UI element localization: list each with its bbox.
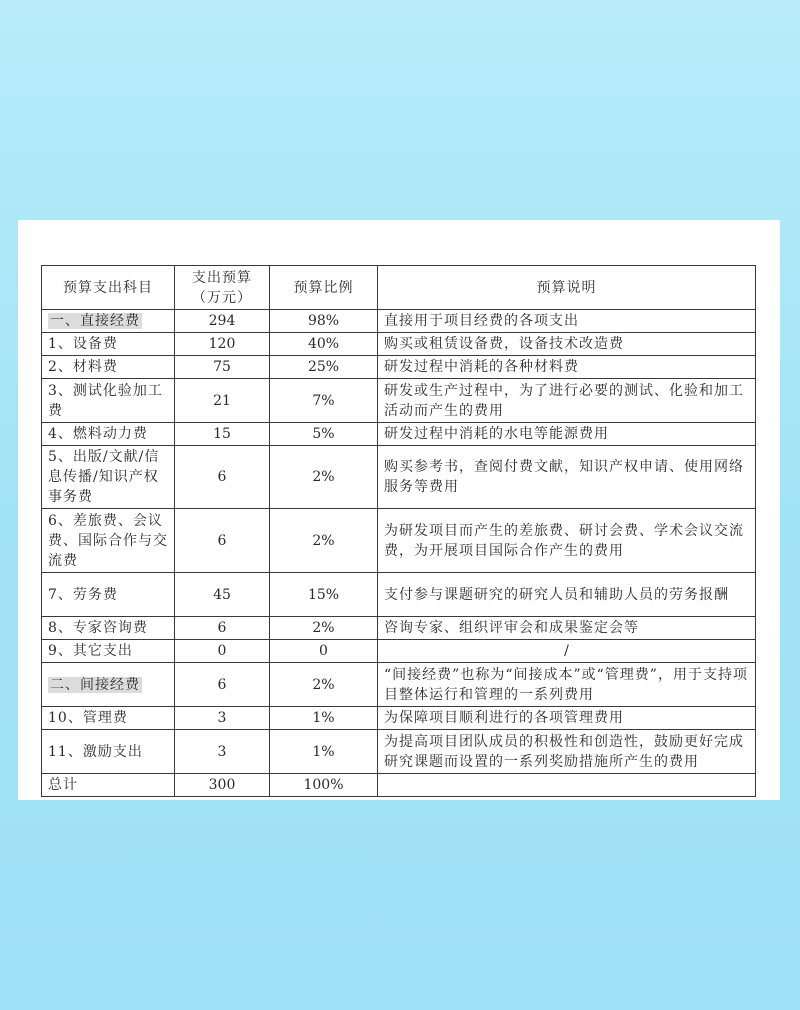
row-note: “间接经费”也称为“间接成本”或“管理费”，用于支持项目整体运行和管理的一系列费用	[378, 663, 756, 707]
row-amount: 3	[175, 730, 270, 774]
header-item: 预算支出科目	[42, 266, 175, 310]
header-note: 预算说明	[378, 266, 756, 310]
row-note: 购买参考书，查阅付费文献，知识产权申请、使用网络服务等费用	[378, 446, 756, 509]
row-ratio: 2%	[270, 446, 378, 509]
row-amount: 6	[175, 446, 270, 509]
table-row	[42, 310, 756, 333]
row-note: 直接用于项目经费的各项支出	[378, 310, 756, 333]
row-ratio: 2%	[270, 509, 378, 573]
row-item: 5、出版/文献/信息传播/知识产权事务费	[42, 446, 175, 509]
table-header-row	[42, 266, 756, 310]
row-ratio: 100%	[270, 774, 378, 797]
row-item	[42, 310, 175, 333]
row-ratio: 25%	[270, 356, 378, 379]
row-note: 为保障项目顺利进行的各项管理费用	[378, 707, 756, 730]
header-amount-line1: 支出预算	[192, 269, 252, 286]
table-row	[42, 573, 756, 617]
row-item	[42, 663, 175, 707]
table-row	[42, 509, 756, 573]
row-amount: 120	[175, 333, 270, 356]
row-note: 研发过程中消耗的水电等能源费用	[378, 423, 756, 446]
row-amount: 3	[175, 707, 270, 730]
row-amount: 45	[175, 573, 270, 617]
header-amount-line2: （万元）	[192, 289, 252, 306]
row-amount: 294	[175, 310, 270, 333]
row-ratio: 2%	[270, 617, 378, 640]
document-sheet	[18, 220, 780, 800]
row-note: 研发过程中消耗的各种材料费	[378, 356, 756, 379]
row-item: 2、材料费	[42, 356, 175, 379]
row-amount: 6	[175, 663, 270, 707]
row-item: 7、劳务费	[42, 573, 175, 617]
row-ratio: 15%	[270, 573, 378, 617]
row-amount: 75	[175, 356, 270, 379]
table-row	[42, 333, 756, 356]
row-ratio: 1%	[270, 707, 378, 730]
row-item: 4、燃料动力费	[42, 423, 175, 446]
row-note: 研发或生产过程中，为了进行必要的测试、化验和加工活动而产生的费用	[378, 379, 756, 423]
budget-table	[41, 265, 756, 797]
header-ratio: 预算比例	[270, 266, 378, 310]
row-ratio: 5%	[270, 423, 378, 446]
row-note	[378, 774, 756, 797]
highlighted-item: 二、间接经费	[50, 676, 140, 693]
row-amount: 6	[175, 617, 270, 640]
table-row	[42, 707, 756, 730]
header-amount	[175, 266, 270, 310]
row-note: 咨询专家、组织评审会和成果鉴定会等	[378, 617, 756, 640]
row-item: 总计	[42, 774, 175, 797]
row-item: 10、管理费	[42, 707, 175, 730]
row-note: 支付参与课题研究的研究人员和辅助人员的劳务报酬	[378, 573, 756, 617]
row-ratio: 40%	[270, 333, 378, 356]
row-note: 购买或租赁设备费，设备技术改造费	[378, 333, 756, 356]
row-amount: 6	[175, 509, 270, 573]
row-item: 3、测试化验加工费	[42, 379, 175, 423]
row-ratio: 98%	[270, 310, 378, 333]
row-amount: 300	[175, 774, 270, 797]
row-item: 9、其它支出	[42, 640, 175, 663]
row-amount: 0	[175, 640, 270, 663]
row-note: 为提高项目团队成员的积极性和创造性，鼓励更好完成研究课题而设置的一系列奖励措施所产生的费用	[378, 730, 756, 774]
row-ratio: 7%	[270, 379, 378, 423]
row-ratio: 1%	[270, 730, 378, 774]
table-row	[42, 663, 756, 707]
row-item: 6、差旅费、会议费、国际合作与交流费	[42, 509, 175, 573]
row-amount: 15	[175, 423, 270, 446]
table-row	[42, 730, 756, 774]
highlighted-item: 一、直接经费	[50, 313, 140, 329]
table-row	[42, 617, 756, 640]
row-amount: 21	[175, 379, 270, 423]
row-item: 11、激励支出	[42, 730, 175, 774]
table-row-total	[42, 774, 756, 797]
row-ratio: 2%	[270, 663, 378, 707]
table-row	[42, 640, 756, 663]
row-note: /	[378, 640, 756, 663]
row-note: 为研发项目而产生的差旅费、研讨会费、学术会议交流费，为开展项目国际合作产生的费用	[378, 509, 756, 573]
table-row	[42, 423, 756, 446]
table-row	[42, 356, 756, 379]
row-item: 8、专家咨询费	[42, 617, 175, 640]
row-item: 1、设备费	[42, 333, 175, 356]
table-row	[42, 379, 756, 423]
row-ratio: 0	[270, 640, 378, 663]
table-row	[42, 446, 756, 509]
